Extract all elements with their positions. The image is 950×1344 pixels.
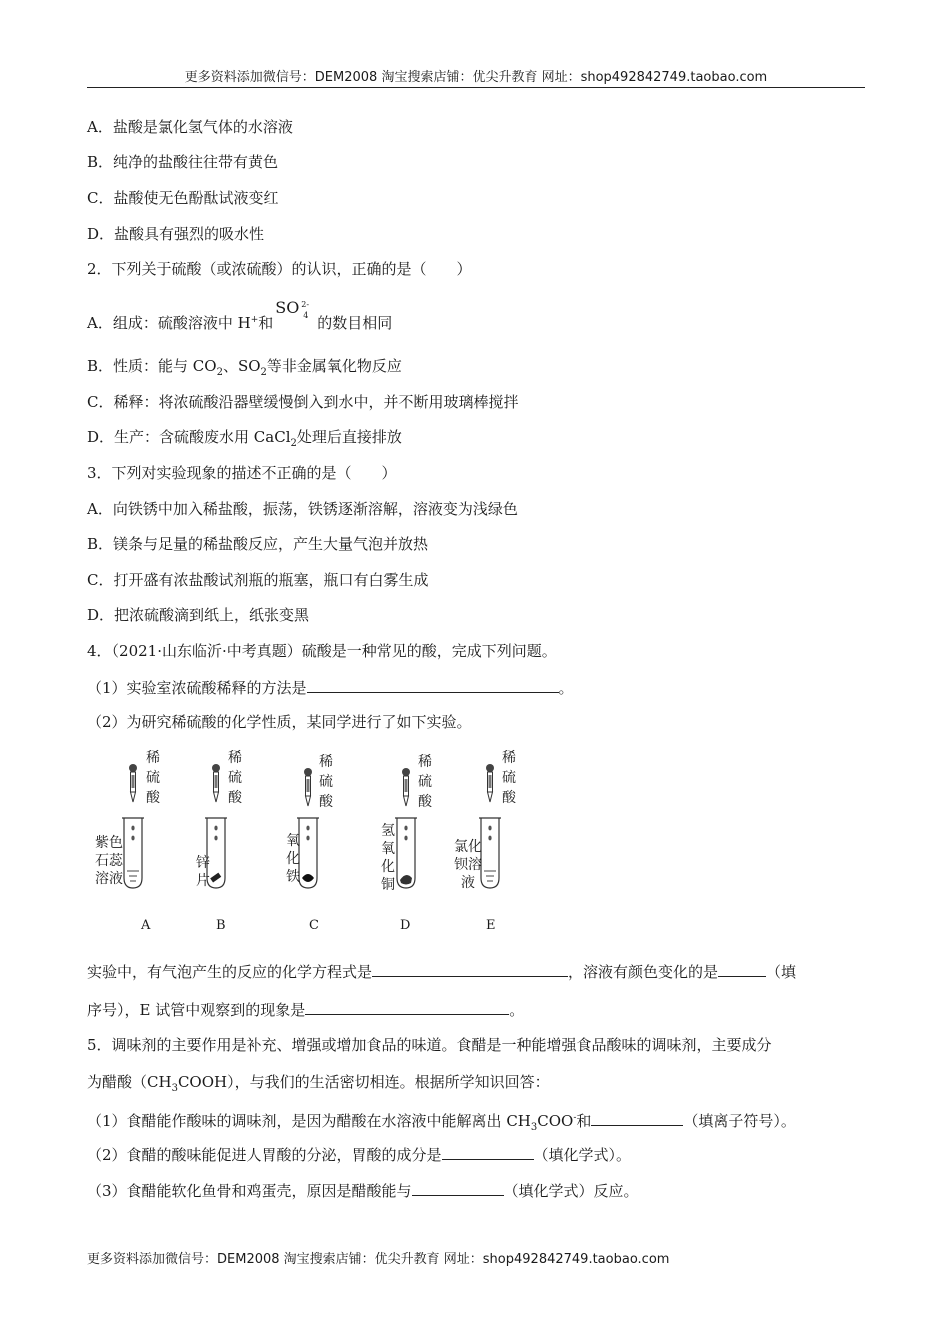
q4-part1: [87, 677, 574, 698]
dropper-label-b: [227, 748, 243, 808]
reagent-line: 片: [196, 873, 210, 889]
q2-d-sub: 2: [290, 438, 297, 449]
tube-letter-c: C: [309, 918, 319, 933]
answer-blank[interactable]: [305, 999, 509, 1015]
q2-stem: 2．下列关于硫酸（或浓硫酸）的认识，正确的是（ ）: [87, 260, 472, 278]
dropper-bulb-icon: [402, 768, 410, 776]
dropper-char: 硫: [146, 770, 160, 786]
q5-stem2-sub: 3: [171, 1083, 178, 1094]
q5-stem2-post: COOH），与我们的生活密切相连。根据所学知识回答：: [177, 1073, 550, 1091]
reagent-line: 氯化: [454, 839, 482, 855]
drop-icon: [131, 826, 134, 831]
q1-option-b: B．纯净的盐酸往往带有黄色: [87, 153, 279, 171]
dropper-char: 稀: [418, 754, 432, 770]
q1-option-d: D．盐酸具有强烈的吸水性: [87, 225, 265, 243]
q3-stem: 3．下列对实验现象的描述不正确的是（ ）: [87, 464, 397, 482]
dropper-char: 硫: [502, 770, 516, 786]
dropper-fill: [405, 779, 408, 792]
reagent-line: 化: [381, 859, 395, 875]
dropper-char: 稀: [146, 750, 160, 766]
q4-part1-text: （1）实验室浓硫酸稀释的方法是: [87, 679, 307, 697]
reagent-line: 紫色: [95, 835, 123, 851]
dropper-bulb-icon: [486, 764, 494, 772]
q5-p1-and: 和: [576, 1112, 592, 1130]
answer-blank[interactable]: [442, 1144, 534, 1160]
q5-p1-sub: 3: [530, 1122, 538, 1133]
q4-q1-text: 实验中，有气泡产生的反应的化学方程式是: [87, 963, 373, 981]
q5-stem-line1: 5．调味剂的主要作用是补充、增强或增加食品的味道。食醋是一种能增强食品酸味的调味剂，主要成分: [87, 1036, 772, 1054]
reagent-line: 钡溶: [454, 857, 482, 873]
dropper-fill: [132, 775, 135, 788]
answer-blank[interactable]: [718, 961, 766, 977]
reagent-label-b: [194, 854, 212, 890]
dropper-char: 酸: [418, 794, 432, 810]
dropper-tip: [404, 796, 409, 806]
sulfate-ion-formula: [273, 298, 317, 328]
q5-part2: [87, 1144, 631, 1165]
dropper-label-c: [318, 752, 334, 812]
dropper-char: 硫: [319, 774, 333, 790]
q2-a-post: 的数目相同: [317, 314, 393, 332]
q5-p3-post: （填化学式）反应。: [503, 1182, 639, 1200]
q4-q2-text: 序号），E 试管中观察到的现象是: [87, 1001, 306, 1019]
q1-option-a: A．盐酸是氯化氢气体的水溶液: [87, 118, 293, 136]
q4-stem: 4．（2021·山东临沂·中考真题）硫酸是一种常见的酸，完成下列问题。: [87, 642, 557, 660]
q2-option-b: [87, 356, 402, 383]
q5-part3: [87, 1180, 639, 1201]
answer-blank[interactable]: [591, 1110, 683, 1126]
dropper-char: 稀: [502, 750, 516, 766]
tube-letter-b: B: [216, 918, 226, 933]
dropper-fill: [215, 775, 218, 788]
drop-icon: [404, 826, 407, 831]
q2-b-sub2: 2: [260, 367, 267, 378]
dropper-label-e: [501, 748, 517, 808]
dropper-fill: [489, 775, 492, 788]
q2-b-mid: 、SO: [222, 357, 261, 375]
drop-icon: [306, 836, 309, 841]
q4-question-line2: [87, 999, 524, 1020]
tube-letter-a: A: [141, 918, 151, 933]
dropper-char: 稀: [319, 754, 333, 770]
q5-p1-post: （填离子符号）。: [683, 1112, 796, 1130]
q5-part1: [87, 1108, 796, 1138]
q4-q2-end: 。: [509, 1001, 525, 1019]
experiment-figure: [88, 742, 528, 938]
answer-blank[interactable]: [372, 961, 568, 977]
dropper-tip: [214, 792, 219, 802]
reagent-line: 石蕊: [95, 853, 123, 869]
reagent-line: 氢: [381, 823, 395, 839]
answer-blank[interactable]: [307, 677, 559, 693]
q5-p1-ion: COO: [537, 1112, 574, 1130]
q2-option-a: [87, 298, 393, 333]
q5-p3-pre: （3）食醋能软化鱼骨和鸡蛋壳，原因是醋酸能与: [87, 1182, 412, 1200]
q2-a-and: 和: [258, 314, 274, 332]
answer-blank[interactable]: [412, 1180, 504, 1196]
dropper-char: 酸: [319, 794, 333, 810]
dropper-fill: [307, 779, 310, 792]
drop-icon: [488, 836, 491, 841]
q2-option-c: C．稀释：将浓硫酸沿器壁缓慢倒入到水中，并不断用玻璃棒搅拌: [87, 393, 519, 411]
q2-a-pre: A．组成：硫酸溶液中 H: [87, 314, 251, 332]
q4-part2: （2）为研究稀硫酸的化学性质，某同学进行了如下实验。: [87, 713, 472, 731]
drop-icon: [131, 836, 134, 841]
q2-b-pre: B．性质：能与 CO: [87, 357, 217, 375]
dropper-bulb-icon: [304, 768, 312, 776]
q3-option-b: B．镁条与足量的稀盐酸反应，产生大量气泡并放热: [87, 535, 429, 553]
dropper-bulb-icon: [212, 764, 220, 772]
reagent-label-a: [92, 834, 126, 888]
dropper-char: 酸: [502, 790, 516, 806]
q3-option-c: C．打开盛有浓盐酸试剂瓶的瓶塞，瓶口有白雾生成: [87, 571, 429, 589]
reagent-line: 铜: [381, 877, 395, 893]
dropper-label-d: [417, 752, 433, 812]
q5-p1-pre: （1）食醋能作酸味的调味剂，是因为醋酸在水溶液中能解离出 CH: [87, 1112, 531, 1130]
drop-icon: [306, 826, 309, 831]
reagent-line: 液: [461, 875, 475, 891]
sulfate-ion-subscript: 4: [303, 311, 309, 320]
reagent-line: 铁: [286, 869, 300, 885]
q2-option-d: [87, 427, 402, 454]
reagent-line: 锌: [196, 855, 210, 871]
dropper-tip: [306, 796, 311, 806]
q1-option-c: C．盐酸使无色酚酞试液变红: [87, 189, 279, 207]
q5-p2-pre: （2）食醋的酸味能促进人胃酸的分泌，胃酸的成分是: [87, 1146, 442, 1164]
drop-icon: [214, 836, 217, 841]
q5-stem-line2: [87, 1072, 550, 1099]
reagent-label-d: [379, 822, 397, 894]
q4-part1-end: 。: [558, 679, 574, 697]
page-footer: 更多资料添加微信号：DEM2008 淘宝搜索店铺：优尖升教育 网址：shop492842749.taobao.com: [87, 1252, 670, 1267]
reagent-label-e: [451, 838, 485, 892]
q2-a-plus: +: [250, 315, 259, 325]
q5-p1-sup: -: [573, 1113, 577, 1123]
dropper-char: 稀: [228, 750, 242, 766]
dropper-char: 硫: [418, 774, 432, 790]
drop-icon: [404, 836, 407, 841]
tube-letter-e: E: [486, 918, 496, 933]
drop-icon: [488, 826, 491, 831]
dropper-char: 酸: [228, 790, 242, 806]
header-divider: [87, 87, 865, 88]
q2-b-sub1: 2: [216, 367, 223, 378]
reagent-line: 氧: [286, 833, 300, 849]
q4-q1-end: （填: [766, 963, 797, 981]
sulfate-ion-symbol: SO: [275, 298, 300, 317]
drop-icon: [214, 826, 217, 831]
q2-d-pre: D．生产：含硫酸废水用 CaCl: [87, 428, 291, 446]
dropper-bulb-icon: [129, 764, 137, 772]
dropper-tip: [131, 792, 136, 802]
sulfate-ion-charge: 2-: [301, 300, 310, 309]
dropper-char: 硫: [228, 770, 242, 786]
q2-d-post: 处理后直接排放: [296, 428, 402, 446]
q4-question-line1: [87, 961, 796, 982]
dropper-char: 酸: [146, 790, 160, 806]
q5-p2-post: （填化学式）。: [533, 1146, 632, 1164]
q5-stem2-pre: 为醋酸（CH: [87, 1073, 172, 1091]
reagent-label-c: [284, 832, 302, 886]
q2-b-post: 等非金属氧化物反应: [266, 357, 402, 375]
q4-q1-mid: ，溶液有颜色变化的是: [568, 963, 719, 981]
page-header: 更多资料添加微信号：DEM2008 淘宝搜索店铺：优尖升教育 网址：shop492842749.taobao.com: [184, 70, 768, 85]
q3-option-a: A．向铁锈中加入稀盐酸，振荡，铁锈逐渐溶解，溶液变为浅绿色: [87, 500, 518, 518]
reagent-line: 溶液: [95, 871, 123, 887]
reagent-line: 化: [286, 851, 300, 867]
reagent-line: 氧: [381, 841, 395, 857]
dropper-label-a: [145, 748, 161, 808]
q3-option-d: D．把浓硫酸滴到纸上，纸张变黑: [87, 606, 310, 624]
dropper-tip: [488, 792, 493, 802]
tube-letter-d: D: [400, 918, 411, 933]
